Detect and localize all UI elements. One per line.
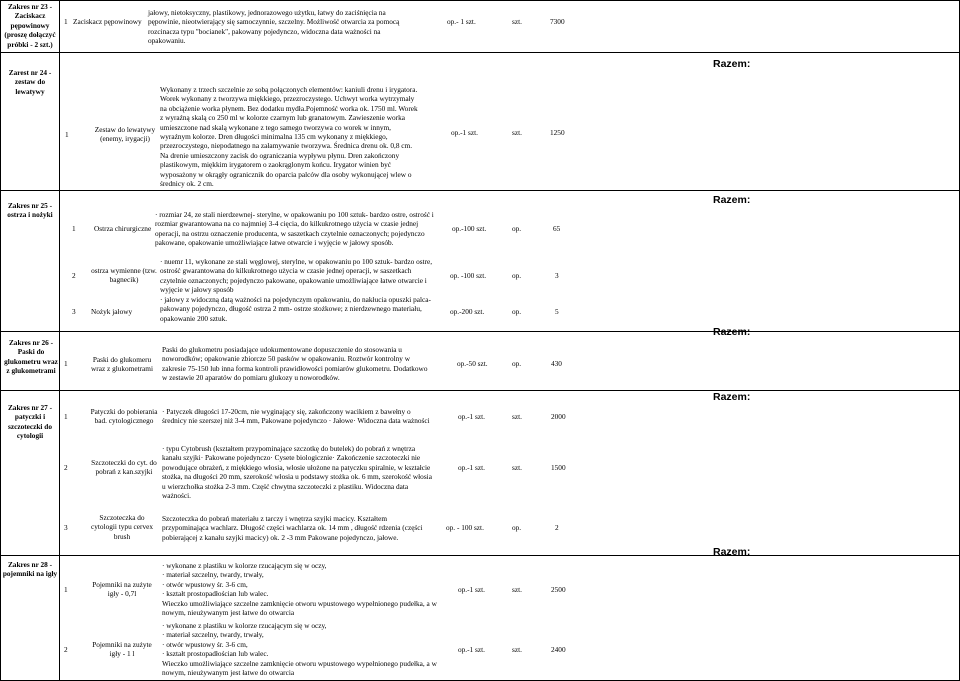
item-qty: 430 <box>551 359 562 368</box>
item-no: 3 <box>64 523 68 532</box>
item-unit: szt. <box>512 412 522 421</box>
item-pack: op. -100 szt. <box>450 271 487 280</box>
item-pack: op.-50 szt. <box>457 359 488 368</box>
group-name: Zakres nr 28 - pojemniki na igły <box>2 560 58 579</box>
item-name: Zaciskacz pępowinowy <box>73 17 142 26</box>
item-description: jałowy, nietoksyczny, plastikowy, jednorazowego użytku, łatwy do zaciśnięcia na pępowinie, nieotwierający się samoczynnie, szczelny. Możliwość otwarcia za pomocą rozcinacza typu "bocianek", pakowany pojedynczo, widoczna data ważności na opakowaniu. <box>148 8 400 46</box>
item-description: · Patyczek długości 17-20cm, nie wyginający się, zakończony wacikiem z bawełny o średnicy nie szerszej niż 3-4 mm, Pakowane pojedynczo · Jałowe· Widoczna data ważności <box>162 407 430 426</box>
item-unit: op. <box>512 359 522 368</box>
item-unit: op. <box>512 224 522 233</box>
item-qty: 2400 <box>551 645 566 654</box>
item-qty: 65 <box>553 224 561 233</box>
item-no: 1 <box>64 359 68 368</box>
item-pack: op.-1 szt. <box>458 585 485 594</box>
item-unit: szt. <box>512 17 522 26</box>
item-description: · wykonane z plastiku w kolorze rzucającym się w oczy, · materiał szczelny, twardy, trwały, · otwór wpustowy śr. 3-6 cm, · kształt prostopadłościan lub walec. Wieczko umożliwiające szczelne zamknięcie otworu wpustowego wypełnionego pudełka, a w nowym, nieużywanym jest łatwe do otwarcia <box>162 621 437 678</box>
item-qty: 1500 <box>551 463 566 472</box>
item-pack: op.- 1 szt. <box>447 17 476 26</box>
item-qty: 7300 <box>550 17 565 26</box>
item-unit: szt. <box>512 645 522 654</box>
item-description: Szczoteczka do pobrań materiału z tarczy i wnętrza szyjki macicy. Kształtem przypominająca wachlarz. Długość części wachlarza ok. 14 mm , długość rdzenia (części pobierającej z kanału szyjki macicy) ok. 2 -3 mm Pakowane pojedynczo, jałowe. <box>162 514 423 542</box>
item-name: Ostrza chirurgiczne <box>94 224 152 233</box>
item-name: ostrza wymienne (tzw. bagnecik) <box>91 266 157 285</box>
item-no: 3 <box>72 307 76 316</box>
item-qty: 5 <box>555 307 559 316</box>
item-no: 1 <box>64 412 68 421</box>
item-description: · rozmiar 24, ze stali nierdzewnej- sterylne, w opakowaniu po 100 sztuk- bardzo ostre, ostrość i rozmiar gwarantowana na co najmniej 3-4 cięcia, do kilkukrotnego użycia w czasie jednej operacji, na ostrzu oznaczenie producenta, w saszetkach czytelnie oznaczonych; pojedynczo pakowane, opakowanie umożliwiające łatwe otwarcie i wyjęcie w jałowy sposób. <box>155 210 434 248</box>
item-pack: op.-200 szt. <box>450 307 485 316</box>
item-no: 2 <box>64 645 68 654</box>
item-unit: op. <box>512 307 522 316</box>
item-qty: 1250 <box>550 128 565 137</box>
item-no: 1 <box>72 224 76 233</box>
item-unit: szt. <box>512 463 522 472</box>
item-name: Paski do glukomeru wraz z glukometrami <box>91 355 153 374</box>
item-description: Paski do glukometru posiadające udokumentowane dopuszczenie do stosowania u noworodków; opakowanie zbiorcze 50 pasków w opakowaniu. Roztwór kontrolny w zakresie 75-150 lub inna forma kontroli prawidłowości pomiarów glukometru. Dodatkowo w zestawie 20 aparatów do pomiaru glukozy u noworodków. <box>162 345 428 383</box>
item-pack: op. - 100 szt. <box>446 523 484 532</box>
item-name: Pojemniki na zużyte igły - 0,7l <box>92 580 152 599</box>
item-name: Szczoteczka do cytologii typu cervex brush <box>90 513 153 541</box>
item-pack: op.-1 szt. <box>451 128 478 137</box>
item-name: Pojemniki na zużyte igły - 1 l <box>92 640 152 659</box>
item-no: 1 <box>65 130 69 139</box>
item-description: Wykonany z trzech szczelnie ze sobą połączonych elementów: kaniuli drenu i irygatora. Worek wykonany z tworzywa miękkiego, przezroczystego. Uchwyt worka wytrzymały na obciążenie worka płynem. Bez dodatku mydła.Pojemność worka ok. 1750 ml. Worek z wyraźną skalą co 250 ml w kolorze czarnym lub granatowym. Zawieszenie worka umieszczone nad skalą wykonane z tego samego tworzywa co worek w innym, wyraźnym kolorze. Dren długości minimalna 135 cm wykonany z miękkiego, przezroczystego, niepodatnego na załamywanie tworzywa. Średnica drenu ok. 0,8 cm. Na drenie umieszczony zacisk do ograniczania wypływu płynu. Dren zakończony plastikowym, miękkim irygatorem o zaokrąglonym końcu. Irygator winien być wyposażony w okrągły ogranicznik do oparcia palców dla osoby wykonującej wlew o średnicy ok. 2 cm. <box>160 85 418 189</box>
razem-label: Razem: <box>713 194 751 206</box>
group-name: Zakres nr 27 - patyczki i szczoteczki do cytologii <box>7 403 53 441</box>
item-no: 1 <box>64 17 68 26</box>
item-pack: op.-1 szt. <box>458 463 485 472</box>
item-name: Zestaw do lewatywy (enemy, irygacji) <box>94 125 156 144</box>
item-pack: op.-1 szt. <box>458 412 485 421</box>
item-name: Szczoteczki do cyt. do pobrań z kan.szyjki <box>91 458 157 477</box>
item-description: · jałowy z widoczną datą ważności na pojedynczym opakowaniu, do nakłucia opuszki palca- pakowany pojedynczo, długość ostrza 2 mm- ostrze stożkowe; z nierdzewnego materiału, opakowanie 200 sztuk. <box>160 295 431 323</box>
razem-label: Razem: <box>713 58 751 70</box>
group-name: Zakres nr 26 - Paski do glukometru wraz z glukometrami <box>4 338 58 376</box>
item-pack: op.-100 szt. <box>452 224 487 233</box>
group-name: Zakres nr 25 - ostrza i nożyki <box>7 201 53 220</box>
item-description: · wykonane z plastiku w kolorze rzucającym się w oczy, · materiał szczelny, twardy, trwały, · otwór wpustowy śr. 3-6 cm, · kształt prostopadłościan lub walec. Wieczko umożliwiające szczelne zamknięcie otworu wpustowego wypełnionego pudełka, a w nowym, nieużywanym jest łatwe do otwarcia <box>162 561 437 618</box>
item-name: Patyczki do pobierania bad. cytologicznego <box>90 407 158 426</box>
item-description: · nuemr 11, wykonane ze stali węglowej, sterylne, w opakowaniu po 100 sztuk- bardzo ostre, ostrość gwarantowana do kilkukrotnego użycia w czasie jednej operacji, w saszetkach czytelnie oznaczonych; pojedynczo pakowane, opakowanie umożliwiające łatwe otwarcie i wyjęcie w jałowy sposób <box>160 257 433 295</box>
item-qty: 3 <box>555 271 559 280</box>
group-name: Zakres nr 23 - Zaciskacz pępowinowy (proszę dołączyć próbki - 2 szt.) <box>4 2 56 49</box>
item-name: Nożyk jałowy <box>91 307 133 316</box>
item-description: · typu Cytobrush (kształtem przypominające szczotkę do butelek) do pobrań z wnętrza kanału szyjki· Pakowane pojedynczo· Cysete biologicznie· Zakończenie szczoteczki nie powodujące obrażeń, z miękkiego włosia, włosie ułożone na patyczku spiralnie, w kształcie stożka, na długości 20 mm, szerokość włosia u podstawy stożka ok. 6 mm, szerokość włosia u wierzchołka stożka 2-3 mm. Część chwytna szczoteczki z plastiku. Widoczna data ważności. <box>162 444 432 501</box>
razem-label: Razem: <box>713 546 751 558</box>
item-no: 2 <box>64 463 68 472</box>
item-unit: szt. <box>512 128 522 137</box>
item-no: 1 <box>64 585 68 594</box>
group-name: Zarest nr 24 - zestaw do lewatywy <box>8 68 52 96</box>
item-no: 2 <box>72 271 76 280</box>
item-unit: op. <box>512 523 522 532</box>
item-qty: 2000 <box>551 412 566 421</box>
razem-label: Razem: <box>713 326 751 338</box>
razem-label: Razem: <box>713 391 751 403</box>
item-qty: 2500 <box>551 585 566 594</box>
item-unit: op. <box>512 271 522 280</box>
item-qty: 2 <box>555 523 559 532</box>
item-pack: op.-1 szt. <box>458 645 485 654</box>
item-unit: szt. <box>512 585 522 594</box>
